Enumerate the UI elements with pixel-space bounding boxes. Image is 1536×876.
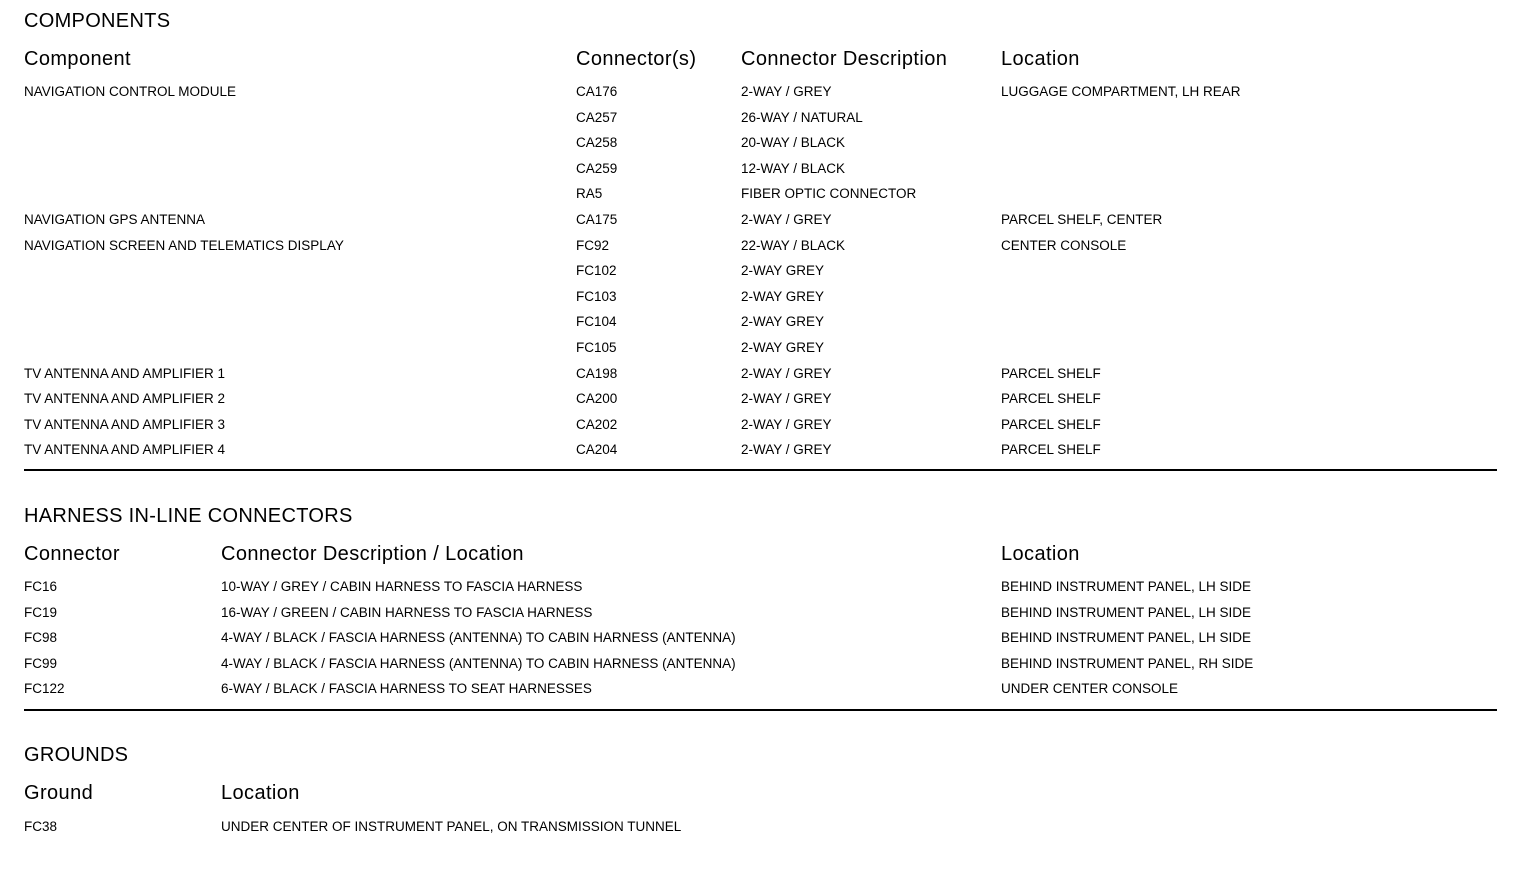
harness-cell-connector-description-location: 6-WAY / BLACK / FASCIA HARNESS TO SEAT HARNESSES	[221, 681, 592, 696]
harness-cell-connector-description-location: 4-WAY / BLACK / FASCIA HARNESS (ANTENNA) TO CABIN HARNESS (ANTENNA)	[221, 656, 736, 671]
components-cell-connector: CA198	[576, 366, 618, 381]
components-cell-location: PARCEL SHELF	[1001, 366, 1101, 381]
harness-cell-location: BEHIND INSTRUMENT PANEL, LH SIDE	[1001, 630, 1252, 645]
harness-cell-location: BEHIND INSTRUMENT PANEL, LH SIDE	[1001, 579, 1252, 594]
components-title: COMPONENTS	[24, 10, 171, 32]
harness-cell-location: BEHIND INSTRUMENT PANEL, RH SIDE	[1001, 656, 1254, 671]
harness-title: HARNESS IN-LINE CONNECTORS	[24, 505, 353, 527]
components-cell-component: TV ANTENNA AND AMPLIFIER 4	[24, 442, 226, 457]
components-cell-component: TV ANTENNA AND AMPLIFIER 1	[24, 366, 226, 381]
components-cell-location: PARCEL SHELF	[1001, 417, 1101, 432]
components-cell-connector: FC105	[576, 340, 617, 355]
components-cell-connector-description: 2-WAY / GREY	[741, 212, 832, 227]
grounds-header-ground: Ground	[24, 782, 94, 804]
components-cell-connector-description: 20-WAY / BLACK	[741, 135, 846, 150]
harness-cell-connector: FC99	[24, 656, 58, 671]
grounds-title: GROUNDS	[24, 744, 129, 766]
harness-cell-connector: FC16	[24, 579, 58, 594]
harness-cell-connector: FC19	[24, 605, 58, 620]
grounds-cell-ground: FC38	[24, 819, 58, 834]
harness-cell-connector-description-location: 16-WAY / GREEN / CABIN HARNESS TO FASCIA HARNESS	[221, 605, 593, 620]
harness-header-connector: Connector	[24, 543, 120, 565]
components-cell-connector-description: 26-WAY / NATURAL	[741, 110, 863, 125]
grounds-cell-location: UNDER CENTER OF INSTRUMENT PANEL, ON TRANSMISSION TUNNEL	[221, 819, 682, 834]
components-cell-component: TV ANTENNA AND AMPLIFIER 3	[24, 417, 226, 432]
components-cell-connector-description: 2-WAY / GREY	[741, 417, 832, 432]
harness-cell-location: BEHIND INSTRUMENT PANEL, LH SIDE	[1001, 605, 1252, 620]
components-cell-location: CENTER CONSOLE	[1001, 238, 1127, 253]
harness-cell-connector-description-location: 10-WAY / GREY / CABIN HARNESS TO FASCIA HARNESS	[221, 579, 583, 594]
components-cell-connector: CA257	[576, 110, 618, 125]
grounds-header-location: Location	[221, 782, 300, 804]
components-cell-connector-description: 22-WAY / BLACK	[741, 238, 846, 253]
components-cell-connector-description: 2-WAY GREY	[741, 314, 825, 329]
components-cell-connector-description: 2-WAY / GREY	[741, 391, 832, 406]
components-cell-component: NAVIGATION SCREEN AND TELEMATICS DISPLAY	[24, 238, 344, 253]
harness-header-location: Location	[1001, 543, 1080, 565]
components-cell-component: NAVIGATION CONTROL MODULE	[24, 84, 237, 99]
components-header-connector-description: Connector Description	[741, 48, 948, 70]
components-cell-component: NAVIGATION GPS ANTENNA	[24, 212, 206, 227]
components-cell-component: TV ANTENNA AND AMPLIFIER 2	[24, 391, 226, 406]
components-cell-connector: CA200	[576, 391, 618, 406]
components-cell-connector: FC104	[576, 314, 617, 329]
components-cell-location: LUGGAGE COMPARTMENT, LH REAR	[1001, 84, 1241, 99]
components-cell-connector-description: 2-WAY GREY	[741, 289, 825, 304]
section-divider	[24, 709, 1497, 711]
components-cell-location: PARCEL SHELF, CENTER	[1001, 212, 1163, 227]
components-cell-connector: CA259	[576, 161, 618, 176]
harness-cell-connector-description-location: 4-WAY / BLACK / FASCIA HARNESS (ANTENNA) TO CABIN HARNESS (ANTENNA)	[221, 630, 736, 645]
components-cell-connector-description: 2-WAY / GREY	[741, 84, 832, 99]
components-header-location: Location	[1001, 48, 1080, 70]
components-cell-connector: FC103	[576, 289, 617, 304]
components-cell-connector: CA175	[576, 212, 618, 227]
components-cell-connector-description: 2-WAY / GREY	[741, 366, 832, 381]
components-cell-location: PARCEL SHELF	[1001, 442, 1101, 457]
harness-cell-connector: FC98	[24, 630, 58, 645]
harness-cell-connector: FC122	[24, 681, 65, 696]
components-cell-connector: CA258	[576, 135, 618, 150]
harness-header-connector-description-location: Connector Description / Location	[221, 543, 524, 565]
components-header-component: Component	[24, 48, 131, 70]
components-cell-connector: CA202	[576, 417, 618, 432]
components-header-connector: Connector(s)	[576, 48, 697, 70]
components-cell-connector: CA176	[576, 84, 618, 99]
components-cell-connector-description: FIBER OPTIC CONNECTOR	[741, 186, 917, 201]
components-cell-connector-description: 2-WAY / GREY	[741, 442, 832, 457]
components-cell-connector: FC92	[576, 238, 610, 253]
harness-cell-location: UNDER CENTER CONSOLE	[1001, 681, 1179, 696]
components-cell-connector-description: 2-WAY GREY	[741, 263, 825, 278]
components-cell-connector-description: 12-WAY / BLACK	[741, 161, 846, 176]
components-cell-connector-description: 2-WAY GREY	[741, 340, 825, 355]
components-cell-location: PARCEL SHELF	[1001, 391, 1101, 406]
section-divider	[24, 469, 1497, 471]
components-cell-connector: RA5	[576, 186, 603, 201]
components-cell-connector: CA204	[576, 442, 618, 457]
components-cell-connector: FC102	[576, 263, 617, 278]
